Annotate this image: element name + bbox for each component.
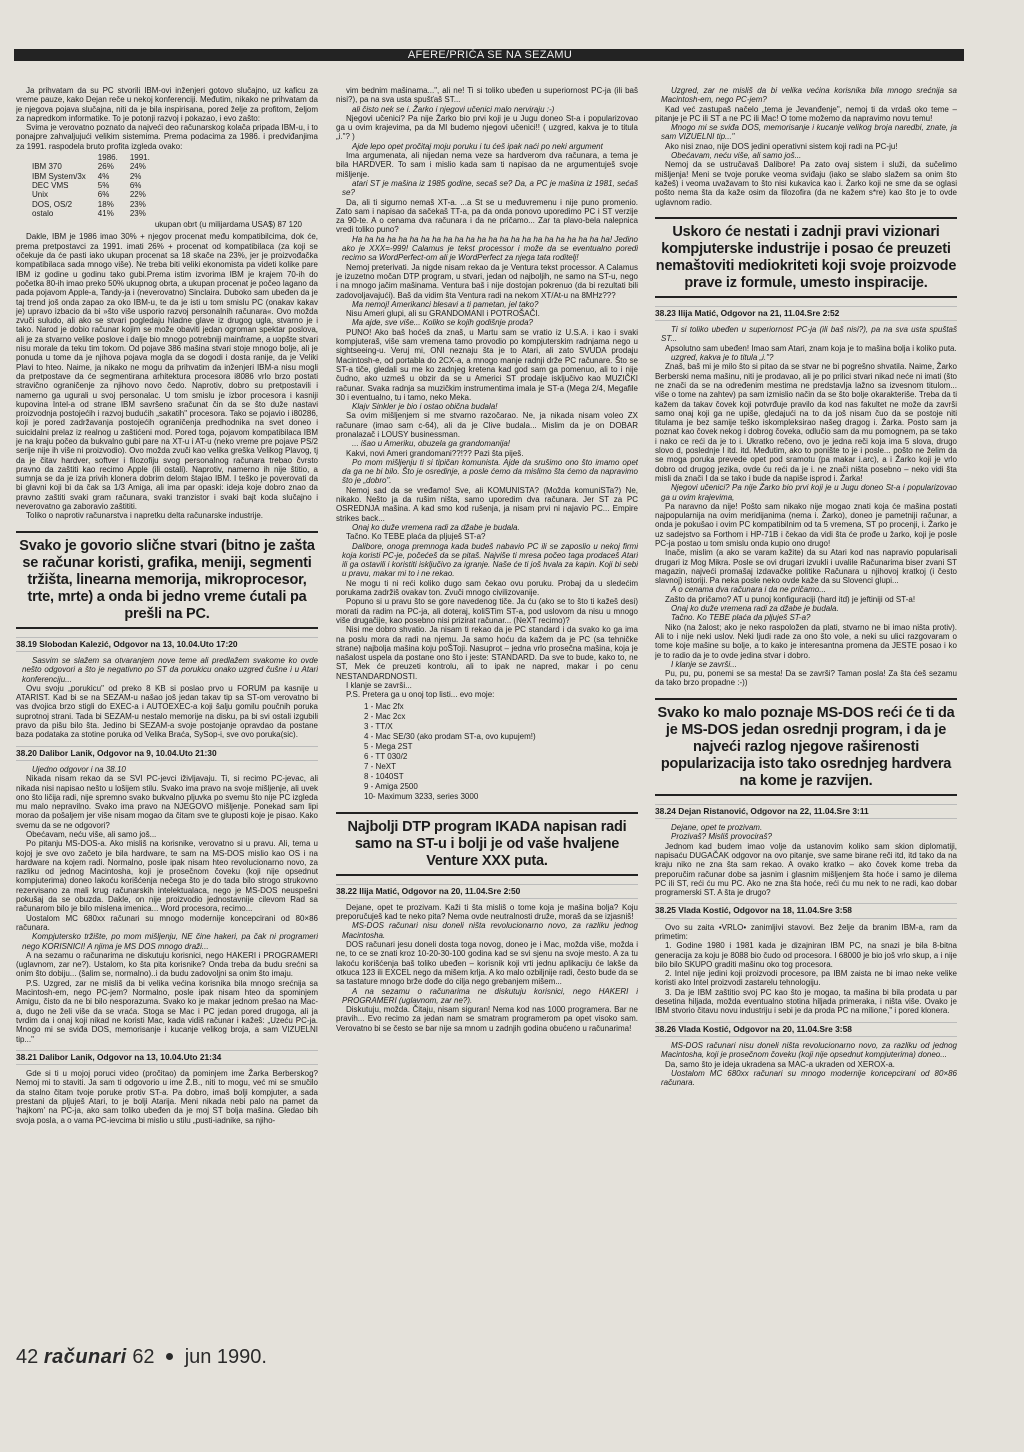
table-cell: 24% bbox=[129, 162, 146, 172]
quoted-text: MS-DOS računari nisu doneli ništa revolucionarno novo, za razliku jednog Macintosha. bbox=[342, 921, 638, 940]
paragraph: I klanje se završi... bbox=[346, 681, 412, 690]
list-item: 3 - TT/X bbox=[364, 721, 393, 731]
pull-quote-headline: Najbolji DTP program IKADA napisan radi samo na ST-u i bolji je od vaše hvaljene Venture XXX puta. bbox=[336, 812, 638, 876]
paragraph: Inače, mislim (a ako se varam kažite) da su Atari kod nas napravio popularisali drugari iz Mog Mikra. Posle se ovi drugari izvukli i uvalile Računarima biser zvani ST magazin, najveći promašaj izdavačke politike Računara u njihovoj kratkoj (i često slavnoj) istoriji. Pa neka posle neko ovde kaže da su Slovenci glupi... bbox=[655, 548, 957, 586]
top-list bbox=[364, 702, 638, 802]
paragraph: A na sezamu o računarima ne diskutuju korisnici, nego HAKERI i PROGRAMERI (uglavnom, zar ne?). Ustalom, ko šta pita korisnike? Onda treba da budu srećni sa onim što dobiju... (šalim se, normalno)..i da budu zadovoljni sa onim što imaju. bbox=[16, 950, 318, 979]
quoted-text: Ajde lepo opet pročitaj moju poruku i tu ćeš ipak naći po neki argument bbox=[352, 141, 603, 151]
table-cell: 18% bbox=[97, 199, 114, 209]
paragraph: Niko (na žalost; ako je neko raspoložen da plati, stvarno ne bi imao ništa protiv). Ali to i nije neki uslov. Neki ljudi rade za ono što vole, a neki su ulici razgovaram o tome koje mašine su bolje, a to kako je interesantna promena da JESTE posao i ko je to radio da je to ovde jedina stvar i dobro. bbox=[655, 622, 957, 660]
paragraph: Njegovi učenici? Pa nije Žarko bio prvi koji je u Jugu doneo St-a i popularizovao ga u ovim krajevima, pa da MI budemo njegovi učenici!! ( uzgred, kakva je to titula „i."? ) bbox=[336, 113, 638, 142]
paragraph: Dejane, opet te prozivam. Kaži ti šta misliš o tome koja je mašina bolja? Koju preporučuješ kad te neko pita? Nema ovde neutralnosti druže, moraš da se izjasniš! bbox=[336, 902, 638, 922]
table-unit: ukupan obrt (u milijardama USA$) 87 120 bbox=[154, 220, 302, 230]
paragraph: P.S. Pretera ga u onoj top listi... evo moje: bbox=[346, 690, 495, 700]
list-item: 1 - Mac 2fx bbox=[364, 701, 404, 711]
table-row bbox=[32, 200, 162, 209]
paragraph: Nikada nisam rekao da se SVI PC-jevci iživljavaju. Ti, si recimo PC-jevac, ali nikada nisi napisao nešto u lošijem stilu. Svako ima pravo na svoje mišljenje, ali uvek ono što ličija radi, nije spremno svako bukvalno pljuvka po svemu što nije PC izgleda mu malo nepravilno. Svako ima pravo na NJEGOVO mišljenje. Ponekad sam lipi morao da pošaljem jer više nisam mogao da čitam sve te gluposti koje je pisao. Kako svemu da se ne odgovori? bbox=[16, 774, 318, 830]
paragraph: 3. Da je IBM zaštitio svoj PC kao što je mogao, ta mašina bi bila prodata u par desetina hiljada, možda eventualno stotina hiljada primeraka, i ništa više. Ovako je IBM stvorio čitavu novu industriju i sebi je da proda PC na milione," i pored klonera. bbox=[655, 987, 957, 1016]
table-row bbox=[32, 209, 162, 218]
bullet-icon bbox=[166, 1353, 173, 1360]
quoted-text: ... išao u Ameriku, obuzela ga grandomanija! bbox=[352, 439, 511, 449]
quoted-text: Ma nemoj! Amerikanci blesavi a ti pametan, jel tako? bbox=[352, 299, 539, 309]
paragraph: Da, samo što je ideja ukradena sa MAC-a ukraden od XEROX-a. bbox=[665, 1059, 895, 1069]
paragraph: Kad već zastupaš načelo „tema je Jevanđenje", nemoj ti da vrdaš oko teme – pitanje je PC ili ST a ne PC ili Mac! O tome možemo da napravimo novu temu! bbox=[655, 104, 957, 123]
paragraph: Uostalom MC 680xx računari su mnogo modernije koncepcirani od 80×86 računara. bbox=[16, 913, 318, 932]
paragraph: Pa naravno da nije! Pošto sam nikako nije mogao znati koja će mašina postati najpopularnija na ovim meridijanima (nema i. Žarko), doneo je pametniji računar, a onda je pokušao i ovim PC kompatibilnim od ta 5 vremena, ST po procenji, i. Žarko je uz sadejstvo sa Forthom i HP-71B i čekao da vidi šta će prođe u žarko, koji je posle PC-ja postao u tom smislu onda kupio ono drugo! bbox=[655, 501, 957, 548]
paragraph: Diskutuju, možda. Čitaju, nisam siguran! Nema kod nas 1000 programera. Bar ne pravih... Evo recimo za jedan nam se smatram programerom pa opet visoko sam. Verovatno bi se često se bar nije sa mnom u zadnjih godina obućeno u računarima! bbox=[336, 1005, 638, 1033]
list-item: 2 - Mac 2cx bbox=[364, 711, 406, 721]
paragraph: Ima argumenata, ali nijedan nema veze sa hardverom dva računara, a tema je bila HARDVER. To sam i mislio kada sam ti napisao da ne argumentuješ svoje mišljenje. bbox=[336, 151, 638, 179]
quoted-text: Ujedno odgovor i na 38.10 bbox=[32, 764, 126, 774]
page-footer bbox=[16, 1346, 267, 1369]
message-header: 38.20 Dalibor Lanik, Odgovor na 9, 10.04.Uto 21:30 bbox=[16, 746, 318, 761]
quoted-text: Sasvim se slažem sa otvaranjem nove teme ali predlažem svakome ko ovde nešto odgovori a što je negativno po ST da porukicu onako uzgred čušne i u Atari konferenciju... bbox=[22, 655, 318, 684]
message-header: 38.25 Vlada Kostić, Odgovor na 18, 11.04.Sre 3:58 bbox=[655, 903, 957, 918]
message-header: 38.22 Ilija Matić, Odgovor na 20, 11.04.Sre 2:50 bbox=[336, 884, 638, 899]
table-cell: 1986. bbox=[97, 153, 118, 163]
table-cell: IBM System/3x bbox=[32, 171, 86, 181]
paragraph: Nemoj da se ustručavaš Dalibore! Pa zato ovaj sistem i služi, da sučelimo mišljenja! Meni se tvoje poruke veoma sviđaju (iako se slabo slažem sa onim što kažeš) i veoma uvažavam to što nisi kukavica kao i. Žarko koji ne sme da se oglasi pošto nema šta da kaže osim da filozofira (da ne kažem s*re) kao što je to ovde uglavnom radio. bbox=[655, 160, 957, 207]
table-cell: 22% bbox=[129, 190, 146, 200]
pull-quote-headline: Uskoro će nestati i zadnji pravi vizionari kompjuterske industrije i posao će preuzeti nemaštoviti mediokriteti koji svoje proizvode prave iz formule, umesto inspiracije. bbox=[655, 217, 957, 298]
column-1 bbox=[16, 86, 318, 1336]
table-row bbox=[32, 190, 162, 199]
table-cell: 26% bbox=[97, 162, 114, 172]
profit-table bbox=[32, 153, 162, 218]
paragraph: Kakvi, novi Ameri grandomani??!?? Pazi šta piješ. bbox=[346, 448, 524, 458]
list-item: 6 - TT 030/2 bbox=[364, 751, 408, 761]
table-cell: 5% bbox=[97, 180, 110, 190]
list-item: 5 - Mega 2ST bbox=[364, 741, 413, 751]
message-header: 38.19 Slobodan Kalezić, Odgovor na 13, 10.04.Uto 17:20 bbox=[16, 637, 318, 652]
pull-quote-headline: Svako ko malo poznaje MS-DOS reći će ti da je MS-DOS jedan osrednji program, i da je najveći razlog njegove raširenosti popularizacija isto tako osrednjeg hardvera na kome je razvijen. bbox=[655, 698, 957, 796]
page-number: 42 bbox=[16, 1346, 39, 1368]
quoted-text: Onaj ko duže vremena radi za džabe je budala. bbox=[671, 604, 839, 614]
paragraph: Nemoj preterivati. Ja nigde nisam rekao da je Ventura tekst processor. A Calamus je izuzetno močan DTP program, u stvari, jedan od najboljih, ne samo na ST-u, nego i na mnogo jačim mašinama. Ventura baš i nije dostojan pokrenuo (da bi rezultati bili zadovoljavajući). Baš da vidim šta Ventura radi na nekom XT/At-u na 8MHz??? bbox=[336, 262, 638, 300]
table-cell: 2% bbox=[129, 171, 142, 181]
paragraph: Nisu Ameri glupi, ali su GRANDOMANI i POTROŠAČI. bbox=[346, 309, 540, 319]
table-row bbox=[32, 162, 162, 171]
paragraph: DOS računari jesu doneli dosta toga novog, doneo je i Mac, možda više, možda i ne, to ce se znati kroz 10-20-30-100 godina kad se svi sjenu na svoje mesto. A za tu lakoću korišćenja baš toliko ubeđen – korisnik koji vrti jednu aplikaciju će lakše da otkuca 123 ili EXCEL nego da mišem krlja. A ko malo ozbiljnije radi, često bude da se sa tastature mnogo brže dođe do cilja nego grebanjem mišem... bbox=[336, 940, 638, 987]
table-cell: 1991. bbox=[129, 153, 150, 163]
list-item: 4 - Mac SE/30 (ako prodam ST-a, ovo kupujem!) bbox=[364, 731, 536, 741]
quoted-text: Ma ajde, sve više... Koliko se kojih godišnje proda? bbox=[352, 318, 533, 328]
quoted-text: Uzgred, zar ne misliš da bi velika većina korisnika bila mnogo srećnija sa Macintosh-em, nego PC-jem? bbox=[661, 86, 957, 105]
table-row bbox=[32, 181, 162, 190]
paragraph: Da, ali ti sigurno nemaš XT-a. ...a St se u međuvremenu i nije puno promenio. Zato sam i napisao da sačekaš TT-a, pa da onda ponovo uporedimo PC i ST verzije za 90-te. A o cenama dva računara i da ne pričamo... Zar ta plavo-bela nalepnica vredi toliko puno? bbox=[336, 197, 638, 235]
quoted-text: MS-DOS računari nisu doneli ništa revolucionarno novo, za razliku od jednog Macintosha, koji je prosečnom čoveku (koji nije opsednut kompjuterima) doneo... bbox=[661, 1040, 957, 1060]
paragraph: Ovo su zaita •VRLO• zanimljivi stavovi. Bez želje da branim IBM-a, ram da primetim: bbox=[655, 922, 957, 941]
paragraph: Znaš, baš mi je milo što si pitao da se stvar ne bi pogrešno shvatila. Naime, Žarko Berberski nema mašinu, niti je prodavao, ali je po prilici stvari nikad neće ni imati (što ne znači da se na određenim mestima ne predstavlja lažno sa izvesnom titulom... više o tome na zahtev) pa sam izmislio način da se što bolje okarakteriše. Treba da ti kažem da takav čovek koji potvrđuje pravilo da kod nas fakultet ne može da završi samo onaj koji ga ne upiše, gledajući na to da još nisam čuo da se postoje niti titulama je bez samije teško iskompleksirao našeg dragog i. Žarka. Posto sam ja poznat kao čovek nekog i dobrog čoveka, odlučio sam da mu pomognem, pa se tako i nako ce reći da je to i. Ukratko rečeno, ovo je jedna reči koja ima 5 slova, drugo slovo d, poslednje I itd. itd. Međutim, ako to ponište to je i posle... pošto ne želim da se moga poruka prevede opet pod sramotu (pa makar i.arc), a i Žarko koji je vrlo dobro od drugog jezika, ovde ću reći da je i. ne znači ništa posebno – neko vidi šta misli da znači I da se tako i bude da napiše isprod i. Žarka! bbox=[655, 362, 957, 483]
table-row bbox=[32, 172, 162, 181]
quoted-text: A o cenama dva računara i da ne pričamo... bbox=[671, 585, 826, 595]
table-cell: DEC VMS bbox=[32, 180, 69, 190]
paragraph: Obećavam, neću više, ali samo još... bbox=[26, 830, 157, 839]
quoted-text: Kompjutersko tržište, po mom mišljenju, NE čine hakeri, pa čak ni programeri nego KORISNICI! A njima je MS DOS mnogo draži... bbox=[22, 932, 318, 951]
quoted-text: uzgred, kakva je to titula „i."? bbox=[671, 353, 774, 363]
column-2 bbox=[336, 86, 638, 1336]
paragraph: 1. Godine 1980 i 1981 kada je dizajniran IBM PC, na snazi je bila 8-bitna generacija za koju je 8088 bio čudo od procesora. I 68000 je bio još vrlo skup, a i nije bilo bilo SKUPO graditi mašinu oko tog procesora. bbox=[655, 941, 957, 969]
paragraph: vim bednim mašinama...", ali ne! Ti si toliko ubeđen u superiornost PC-ja (ili baš nisi?), pa na sva usta spušťaš ST... bbox=[336, 86, 638, 105]
table-cell: ostalo bbox=[32, 208, 54, 218]
magazine-logo: računari bbox=[43, 1346, 127, 1368]
quoted-text: Ha ha ha ha ha ha ha ha ha ha ha ha ha ha ha ha ha ha ha ha ha ha ha! Jedino ako je XXX=-999! Calamus je tekst processor i može da se eventualno poredi recimo sa WordPerfect-om ali je WordPerfect za njega tata roditelj! bbox=[342, 234, 638, 263]
list-item: 9 - Amiga 2500 bbox=[364, 781, 418, 791]
message-header: 38.26 Vlada Kostić, Odgovor na 20, 11.04.Sre 3:58 bbox=[655, 1022, 957, 1037]
paragraph: Svima je verovatno poznato da najveći deo računarskog kolača pripada IBM-u, i to ponajpre zahvaljujući velikim sistemima. Prema podacima za 1986. i predviđanjima za 1991. raspodela bruto profita izgleda ovako: bbox=[16, 123, 318, 151]
column-3 bbox=[655, 86, 957, 1336]
paragraph: Ovu svoju „porukicu" od preko 8 KB si poslao prvo u FORUM pa kasnije u ATARIST. Kad bi se na SEZAM-u našao još jedan takav tip sa ST-om verovatno bi vas dvojica brzo stigli do EXEC-a i AUTOEXEC-a koji šalju gomilu poučnih poruka suprotnoj strani. Tada bi SEZAM-u nestalo memorije na disku, pa bi svi ostali izgubili pravo da pišu bilo šta. Jedino bi SEZAM-a svoje postojanje opravdao da postane baza podataka za stotine poruka od Velika Braća, SySop-i, sve ovo poruka(sic). bbox=[16, 683, 318, 740]
pull-quote-headline: Svako je govorio slične stvari (bitno je zašta se računar koristi, grafika, meniji, segmenti tržišta, linearna memorija, mikroprocesor, trte, mrte) a onda bi jedno vreme ćutali pa prešli na PC. bbox=[16, 531, 318, 629]
paragraph: Ja prihvatam da su PC stvorili IBM-ovi inženjeri gotovo slučajno, uz kaficu za vreme pauze, kako Dejan reče u nekoj konferenciji. Međutim, nikako ne prihvatam da je njegova pojava slučajna, niti da je bila inspirisana, pored želje za profitom, željom za napredkom informatike. To je potonji razvoj i pokazao, i evo zašto: bbox=[16, 86, 318, 123]
table-cell bbox=[32, 153, 98, 162]
message-header: 38.23 Ilija Matić, Odgovor na 21, 11.04.Sre 2:52 bbox=[655, 306, 957, 321]
quoted-text: Njegovi učenici? Pa nije Žarko bio prvi koji je u Jugu doneo St-a i popularizovao ga u ovim krajevima, bbox=[661, 483, 957, 502]
paragraph: Po pitanju MS-DOS-a. Ako misliš na korisnike, verovatno si u pravu. Ali, tema u kojoj je sve ovo začeto je bila hardware, te sam na MS-DOS mislio kao OS i na hardware na kojem radi. Normalno, posle ipak nisam hteo revolucionarno novo, za razliku od jednog Macintosha, koji je prosečnom čoveku (koji nije opsednut kompjuterima) doneo lakoću korišćenja nečega što je do tada bilo strogo strukovno rezervisano za mali krug računarskih intelektualaca, nego je MS-DOS neuspešni pokušaj da se obuzda. Dakle, on nije proizvodio jednostavnije cilevom Rad sa računarom bilo je bilo mislena imenica... Word procesora, recimo... bbox=[16, 839, 318, 914]
paragraph: 2. Intel nije jedini koji proizvodi procesore, pa IBM zaista ne bi imao neke velike koristi ako Intel proizvodi zastarelu tehnologiju. bbox=[655, 969, 957, 988]
paragraph: Nemoj sad da se vređamo! Sve, ali KOMUNISTA? (Možda komuniSTa?) Ne, nikako. Nešto ja da rušim ništa, samo uporedim dva računara. Jer ST za PC OSREDNJA mašina. A kad smo kod rušenja, ja nisam prvi ni najavio PC... Empire strikes back... bbox=[336, 485, 638, 523]
table-cell: Unix bbox=[32, 190, 49, 200]
quoted-text: Tačno. Ko TEBE plaća da pljuješ ST-a? bbox=[671, 613, 811, 623]
quoted-text: Klajv Sinkler je bio i ostao obična budala! bbox=[352, 402, 498, 412]
table-cell: DOS, OS/2 bbox=[32, 199, 73, 209]
quoted-text: Po mom mišljenju ti si tipičan komunista. Ajde da srušimo ono što imamo opet da ga ne bi bilo. Što je osredinje, a posle ćemo da mislimo šta ćemo da napravimo što je „dobro". bbox=[342, 457, 638, 486]
message-header: 38.21 Dalibor Lanik, Odgovor na 13, 10.04.Uto 21:34 bbox=[16, 1050, 318, 1065]
section-title: AFERE/PRIČA SE NA SEZAMU bbox=[407, 49, 573, 61]
paragraph: P.S. Uzgred, zar ne misliš da bi velika većina korisnika bila mnogo srećnija sa Macintosh-em, nego PC-jem? Normalno, posle ipak nisam hteo da spominjem Amigu, čisto da ne bi bilo nesporazuma. Svako ko je makar jednom prešao na Mac-a, dugo ne želi više da se vraća. Stoga se Mac i PC jedan pored drugoga, ali ja tvrdim da i onaj koji nikad ne koristi Mac, kada vidiš računar i kažeš: „Uzeću PC-ja. Mnogo mi se sviđa DOS, memorisanje i kucanje velikog broja, a sam VIZUELNI tip..." bbox=[16, 978, 318, 1044]
issue-date: jun 1990. bbox=[184, 1346, 267, 1368]
table-cell: 23% bbox=[129, 199, 146, 209]
quoted-text: Prozivaš? Misliš provociraš? bbox=[671, 832, 772, 842]
quoted-text: atari ST je mašina iz 1985 godine, secaš se? Da, a PC je mašina iz 1981, sećaš se? bbox=[342, 178, 638, 198]
paragraph: Zašto da pričamo? AT u punoj konfiguraciji (hard itd) je jeftiniji od ST-a! bbox=[665, 594, 916, 604]
paragraph: Tačno. Ko TEBE plaća da pljuješ ST-a? bbox=[346, 532, 486, 542]
paragraph: Dakle, IBM je 1986 imao 30% + njegov procenat među kompatibilcima, dok će, prema pretpostavci za 1991. imati 26% + procenat od kompatibilaca (za koji se očekuje da će pasti iako ukupan procenat sa 18 skače na 23%, jer je proizvođačka kompatibilaca sada mnogo više). Ne treba biti veliki ekonomista pa videti kolike pare IBM iz godine u godinu tako gubi.Prema istim izvorima IBM je krajem 70-ih do početka 80-ih imao preko 50% ukupnog obrta, a ukupan procenat je počeo lagano da pada pojavom Apple-a, Tandy-ja i (neverovatno) Sinclaira. Duboko sam ubeđen da je taj trend još onda zapao za oko IBM-u, te da je isti u tom smislu PC (onakav kakav je) upravo izbacio da bi »što više usporio razvoj personalnih računara«. Ovo možda zvuči suludo, ali ako se stvari pogledaju hladne glave iz drugog ugla, stvarno je i tako. Narod je dobio računar kojim se može obaviti jedan ogroman spektar poslova, ali je za stvarno velike poslove i dalje bio mnogo potrebniji mainframe, a uopšte stvari nisu morale da teku tim tokom. Od pojave 386 mašina stvari stoje mnogo bolje, ali je ponuda u tome da je njihova pojava mogla da se dogodi i dosta ranije, da je Veliki Plavi to hteo. Naime, ja nikako ne mogu da prihvatim da inženjeri IBM-a nisu mogli da pretpostave da će segmentirana arhitektura procesora i8086 vrlo brzo postati stravično ograničenje za njihovo novo čedo. Naprotiv, dobro su pretpostavili i namerno ga ugurali u svoj personalac. U tom smislu je izbor procesora i kasniji kupovina Intel-a od strane IBM savršeno sračunat čin da se što duže nastavi proizvodnja postojećih i razvoj budućih „sakatih" procesora. Tako se pojavio i i80286, koji je pored zadržavanja postojećih ograničenja predhodnika na svet doneo i suicidalni prelaz iz realnog u zaštićeni mod. Pored toga, pojavom kompatibilaca IBM je na kraju počeo da bukvalno gubi pare na XT-u i AT-u (neko vreme pre pojave PS/2 serije nije ih više ni proizvodio). Ovo možda zvuči kao velika greška Velikog Plavog, tj da je čitav hardver, softver i filozofiju svog personalnog računara trebao čvrsto pravno da zaštiti kao recimo Apple (ili ostali). Naprotiv, namerno ih nije štitio, a sumnja se da je iza privih klonera dobrim delom štajao IBM. I teško je poverovati da bi glavni koji bi da čak sa 1/3 Amiga, ali ima par opaski: ideja koje dobro znao da pravno zaštiti svaki gram računara, svaki tranzistor i svaki bajt koda slučajno i neverovatno ga zaboravio zaštititi. bbox=[16, 232, 318, 512]
quoted-text: ali čisto nek se i. Žarko i njegovi učenici malo nerviraju :-) bbox=[352, 104, 555, 114]
quoted-text: Dejane, opet te prozivam. bbox=[671, 823, 763, 833]
quoted-text: Ti si toliko ubeđen u superiornost PC-ja (ili baš nisi?), pa na sva usta spuštaš ST... bbox=[661, 325, 957, 344]
message-header: 38.24 Dejan Ristanović, Odgovor na 22, 11.04.Sre 3:11 bbox=[655, 804, 957, 819]
paragraph: PUNO! Ako baš hoćeš da znaš, u Martu sam se vratio iz U.S.A. i kao i svaki kompjuteraš, više sam vremena tamo provodio po kompjuterskim radnjama nego u sightseeing-u. Veruj mi, ONI neznaju šta je to Atari, ali zato SVUDA prodaju Macintosh-e, od portabla do 2CX-a, a mnogo manje radnji drže PC računare. Što se ST-a tiče, gledali su me ko zadnjeg kretena kad god sam ga pomenuo, ali to i nije čudno, ako uzmeš u obzir da se u Americi ST prodaje isključivo kao MUZIČKI računar. Svaka radnja sa muzičkim instrumentima imala je ST-a (Mega 2/4, Megafile 30 i eventualno, tu i tamo, neko Meka. bbox=[336, 327, 638, 402]
list-item: 8 - 1040ST bbox=[364, 771, 404, 781]
paragraph: Pu, pu, pu, ponemi se sa mesta! Da se završi? Taman posla! Za šta ćeš sezamu da tako brzo propadne :-)) bbox=[655, 669, 957, 688]
table-cell: 6% bbox=[97, 190, 110, 200]
paragraph: Popuno si u pravu što se gore navedenog tiče. Ja ću (ako se to što ti kažeš desi) morati da radim na PC-ja, ali doteraj, koliSTim ST-a, pod uslovom da nisu u mnogo više drugačije, kao posebno nisi prizirat računar... (NeXT recimo)? bbox=[336, 597, 638, 625]
quoted-text: I klanje se završi... bbox=[671, 659, 737, 669]
quoted-text: Onaj ko duže vremena radi za džabe je budala. bbox=[352, 522, 520, 532]
table-cell: 6% bbox=[129, 180, 142, 190]
list-item: 10- Maximum 3233, series 3000 bbox=[364, 791, 479, 801]
table-header-row bbox=[32, 153, 162, 162]
paragraph: Jednom kad budem imao volje da ustanovim koliko sam skion diplomatiji, napisaću DUGAČAK odgovor na ovo pitanje, sve same birane reči itd, itd tako da na kraju niko ne zna šta sam rekao. A ovako kratko – ako čovek kome treba da preporučim računar dobe sa jasnim i glasnim mišljenjem šta hoće i samo je dilema PC ili ST, reći ću mu PC. Ako ne zna šta hoće, reći ću mu nek to ne radi, kao dobar programerski ST. A šta je drugo? bbox=[655, 841, 957, 898]
quoted-text: Dalibore, onoga premnoga kada budeš nabavio PC ili se zaposlio u nekoj firmi koja koristi PC-je, počećeš da se pitaš. Najviše ti mresa počeo taga prodaceš Atari ili ga ostavili i koristiti isključivo za igranje. Naše će ti još hvala za kapin. Koji bi sebi u pravu, makar mi to i ne rekao. bbox=[342, 541, 638, 579]
table-cell: 41% bbox=[97, 208, 114, 218]
quoted-text: Uostalom MC 680xx računari su mnogo modernije koncepcirani od 80×86 računara. bbox=[661, 1068, 957, 1088]
table-cell: IBM 370 bbox=[32, 162, 62, 172]
quoted-text: Mnogo mi se sviđa DOS, memorisanje i kucanje velikog broja naredbi, znate, ja sam VIZUELNI tip..." bbox=[661, 123, 957, 142]
paragraph: Sa ovim mišljenjem si me stvarno razočarao. Ne, ja nikada nisam voleo ZX računare (imao sam c-64), ali da je Clive budala... Mislim da je on DOBAR pronalazač i LOUSY businessman. bbox=[336, 411, 638, 439]
paragraph: Nisi me dobro shvatio. Ja nisam ti rekao da je PC standard i da svako ko ga ima na poslu mora da radi na njemu. Ja samo hoću da kažem da je PC (sa tehničke strane) najbolja mašina koju poŠToji. Nasuprot – jedna vrlo prosečna mašina, koja je našalost uspela da postane ono što i jeste: STANDARD. Da sve to bude, kako to, ne ST, Mek će preuzeti kontrolu, ali to ipak ne napred, makar i po cenu NESTANDARDNOSTI. bbox=[336, 625, 638, 681]
issue-number: 62 bbox=[132, 1346, 155, 1368]
paragraph: Toliko o naprotiv računarstva i napretku delta računarske industrije. bbox=[26, 511, 264, 521]
quoted-text: A na sezamu o računarima ne diskutuju korisnici, nego HAKERI i PROGRAMERI (uglavnom, zar ne?). bbox=[342, 986, 638, 1005]
table-cell: 4% bbox=[97, 171, 110, 181]
quoted-text: Obećavam, neću više, ali samo još... bbox=[671, 151, 802, 161]
paragraph: Gde si ti u mojoj poruci video (pročitao) da pominjem ime Žarka Berberskog? Nemoj mi to staviti. Ja sam ti odgovorio u ime Ž.B., niti to mogu, već mi se smučilo da stalno čitam tvoje poruke protiv ST-a. Pa dobro, imaš bolji kompjuter, a sada prestani da pljuješ Atari, to je bolji Atarija. Meni nikada nebi palo na pamet da ‘hajkom’ na PC-ja, ako sam toliko ubeđen da je moj ST bolja mašina. Gledao bih svoja posla, a o vama PC-ievcima bi mislio u stilu „pusti-iadnike, sa njiho- bbox=[16, 1069, 318, 1125]
table-cell: 23% bbox=[129, 208, 146, 218]
paragraph: Apsolutno sam ubeđen! Imao sam Atari, znam koja je to mašina bolja i koliko puta. bbox=[665, 343, 957, 353]
paragraph: Ne mogu ti ni reći koliko dugo sam čekao ovu poruku. Probaj da u sledećim porukama zadržiš ovakav ton. Zvuči mnogo civilizovanije. bbox=[336, 578, 638, 598]
list-item: 7 - NeXT bbox=[364, 761, 397, 771]
paragraph: Ako nisi znao, nije DOS jedini operativni sistem koji radi na PC-ju! bbox=[665, 141, 898, 151]
